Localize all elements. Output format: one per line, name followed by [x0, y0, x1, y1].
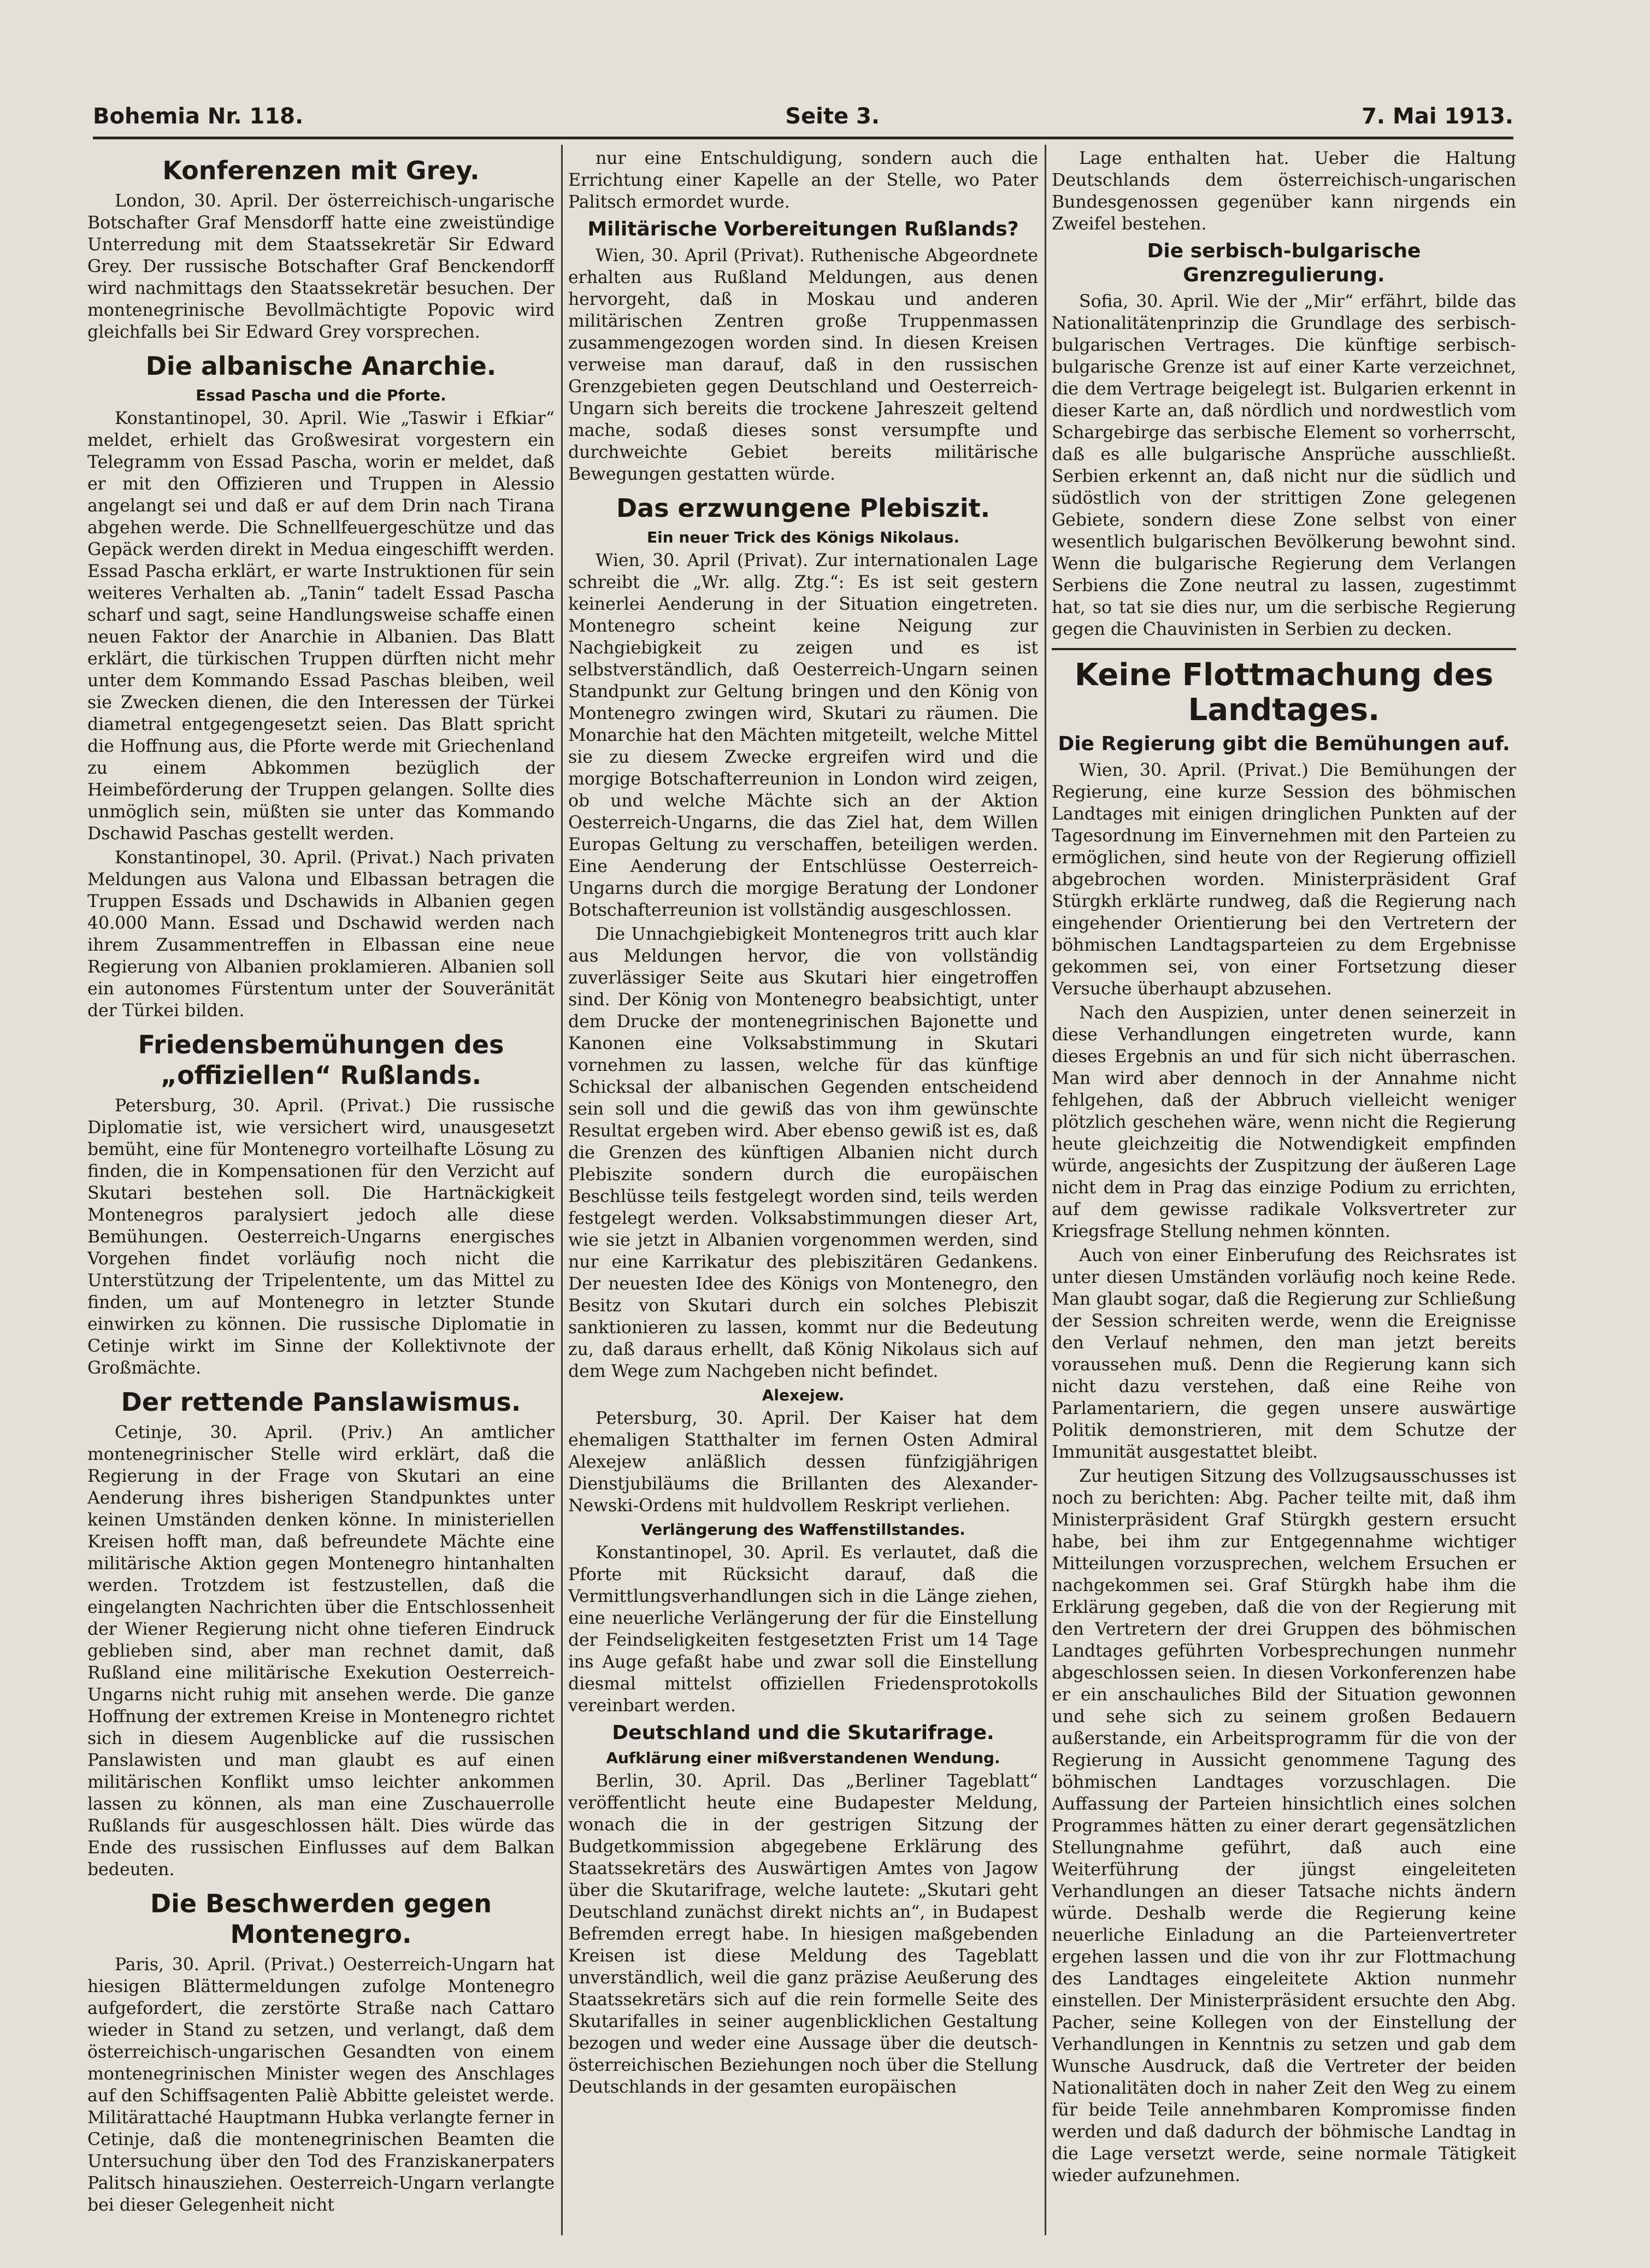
article-paragraph: Petersburg, 30. April. Der Kaiser hat dem ehemaligen Statthalter im fernen Osten Admiral Alexejew anläßlich dessen fünfzigjährigen Dienstjubiläums die Brillanten des Alexander-Newski-Ordens mit huldvollem Reskript verliehen. [568, 1409, 1038, 1516]
section-divider [1052, 648, 1516, 650]
article-paragraph: Petersburg, 30. April. (Privat.) Die russische Diplomatie ist, wie versichert wird, unausgesetzt bemüht, eine für Montenegro vorteilhafte Lösung zu finden, die in Kompensationen für den Verzicht auf Skutari bestehen soll. Die Hartnäckigkeit Montenegros paralysiert jedoch alle diese Bemühungen. Oesterreich-Ungarns energisches Vorgehen findet vorläufig noch nicht die Unterstützung der Tripelentente, um das Mittel zu finden, um auf Montenegro in letzter Stunde einwirken zu können. Die russische Diplomatie in Cetinje wirkt im Sinne der Kollektivnote der Großmächte. [87, 1096, 555, 1378]
article-subheadline: Aufklärung einer mißverstandenen Wendung. [606, 1749, 1000, 1767]
article-paragraph: Lage enthalten hat. Ueber die Haltung Deutschlands dem österreichisch-ungarischen Bundesgenossen gegenüber kann nirgends ein Zweifel bestehen. [1052, 149, 1516, 234]
article-paragraph: London, 30. April. Der österreichisch-ungarische Botschafter Graf Mensdorff hatte eine zweistündige Unterredung mit dem Staatssekretär Sir Edward Grey. Der russische Botschafter Graf Benckendorff wird nachmittags den Staatssekretär besuchen. Der montenegrinische Bevollmächtigte Popovic wird gleichfalls bei Sir Edward Grey vorsprechen. [87, 191, 555, 342]
article-headline: Friedensbemühungen des „offiziellen“ Rußlands. [138, 1030, 504, 1090]
article-subheadline: Ein neuer Trick des Königs Nikolaus. [647, 528, 959, 546]
article-headline: Konferenzen mit Grey. [162, 156, 480, 185]
header-page-number: Seite 3. [785, 103, 880, 129]
header-date: 7. Mai 1913. [1362, 103, 1513, 129]
article-paragraph: Konstantinopel, 30. April. (Privat.) Nach privaten Meldungen aus Valona und Elbassan betragen die Truppen Essads und Dschawids in Albanien gegen 40.000 Mann. Essad und Dschawid werden nach ihrem Zusammentreffen in Elbassan eine neue Regierung von Albanien proklamieren. Albanien soll ein autonomes Fürstentum unter der Souveränität der Türkei bilden. [87, 848, 555, 1021]
article-paragraph: Paris, 30. April. (Privat.) Oesterreich-Ungarn hat hiesigen Blättermeldungen zufolge Montenegro aufgefordert, die zerstörte Straße nach Cattaro wieder in Stand zu setzen, und verlangt, daß dem österreichisch-ungarischen Gesandten von einem montenegrinischen Minister wegen des Anschlages auf den Schiffsagenten Paliè Abbitte geleistet werde. Militärattaché Hauptmann Hubka verlangte ferner in Cetinje, daß die montenegrinischen Beamten die Untersuchung über den Tod des Franziskanerpaters Palitsch hinausziehen. Oesterreich-Ungarn verlangte bei dieser Gelegenheit nicht [87, 1955, 555, 2215]
article-headline: Keine Flottmachung des Landtages. [1074, 657, 1494, 728]
article-subheadline: Verlängerung des Waffenstillstandes. [641, 1521, 965, 1539]
article-headline: Deutschland und die Skutarifrage. [612, 1722, 994, 1744]
article-headline: Die serbisch-bulgarische Grenzregulierung. [1147, 240, 1421, 286]
article-paragraph: Berlin, 30. April. Das „Berliner Tageblatt“ veröffentlicht heute eine Budapester Meldung, wonach die in der gestrigen Sitzung der Budgetkommission abgegebene Erklärung des Staatssekretärs des Auswärtigen Amtes von Jagow über die Skutarifrage, welche lautete: „Skutari geht Deutschland zunächst direkt nichts an“, in Budapest Befremden erregt habe. In hiesigen maßgebenden Kreisen ist diese Meldung des Tageblatt unverständlich, weil die ganz präzise Aeußerung des Staatssekretärs sich auf die rein formelle Seite des Skutarifalles in seiner augenblicklichen Gestaltung bezogen und weder eine Aussage über die deutsch-österreichischen Beziehungen noch über die Stellung Deutschlands in der gesamten europäischen [568, 1771, 1038, 2097]
article-headline: Die Beschwerden gegen Montenegro. [150, 1889, 492, 1949]
column-rule [561, 145, 563, 2235]
article-headline: Die albanische Anarchie. [145, 351, 497, 381]
column-3 [1052, 148, 1516, 2230]
article-paragraph: Cetinje, 30. April. (Priv.) An amtlicher montenegrinischer Stelle wird erklärt, daß die Regierung in der Frage von Skutari an eine Aenderung ihres bisherigen Standpunktes unter keinen Umständen denken könne. In ministeriellen Kreisen hofft man, daß befreundete Mächte eine militärische Aktion gegen Montenegro hintanhalten werden. Trotzdem ist festzustellen, daß die eingelangten Nachrichten über die Entschlossenheit der Wiener Regierung nicht ohne tieferen Eindruck geblieben sind, aber man rechnet damit, daß Rußland eine militärische Exekution Oesterreich-Ungarns nicht ruhig mit ansehen werde. Die ganze Hoffnung der extremen Kreise in Montenegro richtet sich in diesem Augenblicke auf die russischen Panslawisten und man glaubt es auf einen militärischen Konflikt umso leichter ankommen lassen zu können, als man eine Zuschauerrolle Rußlands für ausgeschlossen hält. Dies würde das Ende des russischen Einflusses auf dem Balkan bedeuten. [87, 1423, 555, 1880]
article-headline: Das erzwungene Plebiszit. [616, 493, 991, 523]
article-subheadline: Essad Pascha und die Pforte. [196, 386, 446, 404]
article-paragraph: nur eine Entschuldigung, sondern auch die Errichtung einer Kapelle an der Stelle, wo Pater Palitsch ermordet wurde. [568, 149, 1038, 212]
article-paragraph: Konstantinopel, 30. April. Wie „Taswir i Efkiar“ meldet, erhielt das Großwesirat vorgestern ein Telegramm von Essad Pascha, worin er meldet, daß er mit den Offizieren und Truppen in Alessio angelangt sei und daß er auf dem Drin nach Tirana abgehen werde. Die Schnellfeuergeschütze und das Gepäck werden direkt in Medua eingeschifft werden. Essad Pascha erklärt, er warte Instruktionen für sein weiteres Verhalten ab. „Tanin“ tadelt Essad Pascha scharf und sagt, seine Handlungsweise schaffe einen neuen Faktor der Anarchie in Albanien. Das Blatt erklärt, die türkischen Truppen dürften nicht mehr unter dem Kommando Essad Paschas bleiben, weil sie Zwecken dienen, die den Interessen der Türkei diametral entgegengesetzt seien. Das Blatt spricht die Hoffnung aus, die Pforte werde mit Griechenland zu einem Abkommen bezüglich der Heimbeförderung der Truppen gelangen. Sollte dies unmöglich sein, müßten sie unter das Kommando Dschawid Paschas gestellt werden. [87, 409, 555, 844]
article-paragraph: Sofia, 30. April. Wie der „Mir“ erfährt, bilde das Nationalitätenprinzip die Grundlage des serbisch-bulgarischen Vertrages. Die künftige serbisch-bulgarische Grenze ist auf einer Karte verzeichnet, die dem Vertrage beigelegt ist. Bulgarien erkennt in dieser Karte an, daß nördlich und nordwestlich vom Schargebirge das serbische Element so vorherrscht, daß es alle bulgarische Ansprüche ausschließt. Serbien erkennt an, daß nicht nur die südlich und südöstlich von der strittigen Zone gelegenen Gebiete, sondern diese Zone selbst von einer wesentlich bulgarischen Bevölkerung bewohnt sind. Wenn die bulgarische Regierung dem Verlangen Serbiens die Zone neutral zu lassen, zugestimmt hat, so tat sie dies nur, um die serbische Regierung gegen die Chauvinisten in Serbien zu decken. [1052, 292, 1516, 639]
article-paragraph: Wien, 30. April (Privat). Ruthenische Abgeordnete erhalten aus Rußland Meldungen, aus denen hervorgeht, daß in Moskau und anderen militärischen Zentren große Truppenmassen zusammengezogen worden sind. In diesen Kreisen verweise man darauf, daß in den russischen Grenzgebieten gegen Deutschland und Oesterreich-Ungarn sich bereits die trockene Jahreszeit geltend mache, sodaß dieses sonst versumpfte und durchweichte Gebiet bereits militärische Bewegungen gestatten würde. [568, 246, 1038, 484]
article-paragraph: Auch von einer Einberufung des Reichsrates ist unter diesen Umständen vorläufig noch keine Rede. Man glaubt sogar, daß die Regierung zur Schließung der Session schreiten werde, wenn die Ereignisse den Verlauf nehmen, den man jetzt bereits voraussehen muß. Denn die Regierung kann sich nicht dazu verstehen, daß eine Reihe von Parlamentariern, die gegen unsere auswärtige Politik demonstrieren, mit dem Schutze der Immunität ausgestattet bleibt. [1052, 1246, 1516, 1462]
article-paragraph: Die Unnachgiebigkeit Montenegros tritt auch klar aus Meldungen hervor, die von vollständig zuverlässiger Seite aus Skutari hier eingetroffen sind. Der König von Montenegro beabsichtigt, unter dem Drucke der montenegrinischen Bajonette und Kanonen eine Volksabstimmung in Skutari vornehmen zu lassen, welche für das künftige Schicksal der albanischen Gegenden entscheidend sein soll und die gewiß das von ihm gewünschte Resultat ergeben wird. Aber ebenso gewiß ist es, daß die Grenzen des künftigen Albanien nicht durch Plebiszite sondern durch die europäischen Beschlüsse teils festgelegt worden sind, teils werden festgelegt werden. Volksabstimmungen dieser Art, wie sie jetzt in Albanien vorgenommen werden, sind nur eine Karrikatur des plebiszitären Gedankens. Der neuesten Idee des Königs von Montenegro, den Besitz von Skutari durch ein solches Plebiszit sanktionieren zu lassen, kommt nur die Bedeutung zu, daß daraus erhellt, daß König Nikolaus sich auf dem Wege zum Nachgeben nicht befindet. [568, 924, 1038, 1381]
column-2 [568, 148, 1038, 2230]
article-paragraph: Zur heutigen Sitzung des Vollzugsausschusses ist noch zu berichten: Abg. Pacher teilte mit, daß ihm Ministerpräsident Graf Stürgkh gestern ersucht habe, bei ihm zur Entgegennahme wichtiger Mitteilungen vorzusprechen, welchem Ersuchen er nachgekommen sei. Graf Stürgkh habe ihm die Erklärung gegeben, daß die von der Regierung mit den Vertretern der drei Gruppen des böhmischen Landtages geführten Vorbesprechungen nunmehr abgeschlossen seien. In diesen Vorkonferenzen habe er ein anschauliches Bild der Situation gewonnen und sehe sich zu seinem großen Bedauern außerstande, ein Arbeitsprogramm für die von der Regierung in Aussicht genommene Tagung des böhmischen Landtages vorzuschlagen. Die Auffassung der Parteien hinsichtlich eines solchen Programmes hätten zu einer derart gegensätzlichen Stellungnahme geführt, daß auch eine Weiterführung der jüngst eingeleiteten Verhandlungen an dieser Tatsache nichts ändern würde. Deshalb werde die Regierung keine neuerliche Einladung an die Parteienvertreter ergehen lassen und die von ihr zur Flottmachung des Landtages eingeleitete Aktion nunmehr einstellen. Der Ministerpräsident ersuchte den Abg. Pacher, seine Kollegen von der Einstellung der Verhandlungen in Kenntnis zu setzen und gab dem Wunsche Ausdruck, daß die Vertreter der beiden Nationalitäten doch in naher Zeit den Weg zu einem für beide Teile annehmbaren Kompromisse finden werden und daß dadurch der böhmische Landtag in die Lage versetzt werde, seine normale Tätigkeit wieder aufzunehmen. [1052, 1466, 1516, 2185]
column-1 [87, 148, 555, 2230]
article-paragraph: Wien, 30. April (Privat). Zur internationalen Lage schreibt die „Wr. allg. Ztg.“: Es ist seit gestern keinerlei Aenderung in der Situation eingetreten. Montenegro scheint keine Neigung zur Nachgiebigkeit zu zeigen und es ist selbstverständlich, daß Oesterreich-Ungarn seinen Standpunkt zur Geltung bringen und den König von Montenegro zwingen wird, Skutari zu räumen. Die Monarchie hat den Mächten mitgeteilt, welche Mittel sie zu diesem Zwecke ergreifen wird und die morgige Botschafterreunion in London wird zeigen, ob und welche Mächte sich an der Aktion Oesterreich-Ungarns, die das Ziel hat, dem Willen Europas Geltung zu verschaffen, beteiligen werden. Eine Aenderung der Entschlüsse Oesterreich-Ungarns durch die morgige Beratung der Londoner Botschafterreunion ist vollständig ausgeschlossen. [568, 551, 1038, 920]
article-paragraph: Nach den Auspizien, unter denen seinerzeit in diese Verhandlungen eingetreten wurde, kann dieses Ergebnis an und für sich nicht überraschen. Man wird aber dennoch in der Annahme nicht fehlgehen, daß der Abbruch vielleicht weniger plötzlich geschehen wäre, wenn nicht die Regierung heute gleichzeitig die Notwendigkeit empfinden würde, angesichts der Zuspitzung der äußeren Lage nicht dem in Prag das einzige Podium zu errichten, auf dem gewisse radikale Volksvertreter zur Kriegsfrage Stellung nehmen könnten. [1052, 1003, 1516, 1241]
article-headline: Der rettende Panslawismus. [121, 1387, 521, 1417]
header-issue: Bohemia Nr. 118. [93, 103, 304, 129]
column-rule [1045, 145, 1046, 2235]
article-paragraph: Konstantinopel, 30. April. Es verlautet, daß die Pforte mit Rücksicht darauf, daß die Vermittlungsverhandlungen sich in die Länge ziehen, eine neuerliche Verlängerung der für die Einstellung der Feindseligkeiten festgesetzten Frist um 14 Tage ins Auge gefaßt habe und zwar soll die Einstellung diesmal mittelst offiziellen Friedensprotokolls vereinbart werden. [568, 1543, 1038, 1716]
article-headline: Militärische Vorbereitungen Rußlands? [587, 218, 1019, 240]
article-headline: Die Regierung gibt die Bemühungen auf. [1058, 733, 1510, 755]
article-subheadline: Alexejew. [762, 1386, 845, 1404]
article-paragraph: Wien, 30. April. (Privat.) Die Bemühungen der Regierung, eine kurze Session des böhmischen Landtages mit einigen dringlichen Punkten auf der Tagesordnung im Einvernehmen mit den Parteien zu ermöglichen, sind heute von der Regierung offiziell abgebrochen worden. Ministerpräsident Graf Stürgkh erklärte rundweg, daß die Regierung nach eingehender Orientierung bei den Vertretern der böhmischen Landtagsparteien zu dem Ergebnisse gekommen sei, von einer Fortsetzung dieser Versuche überhaupt abzusehen. [1052, 761, 1516, 999]
page-header [93, 96, 1513, 139]
